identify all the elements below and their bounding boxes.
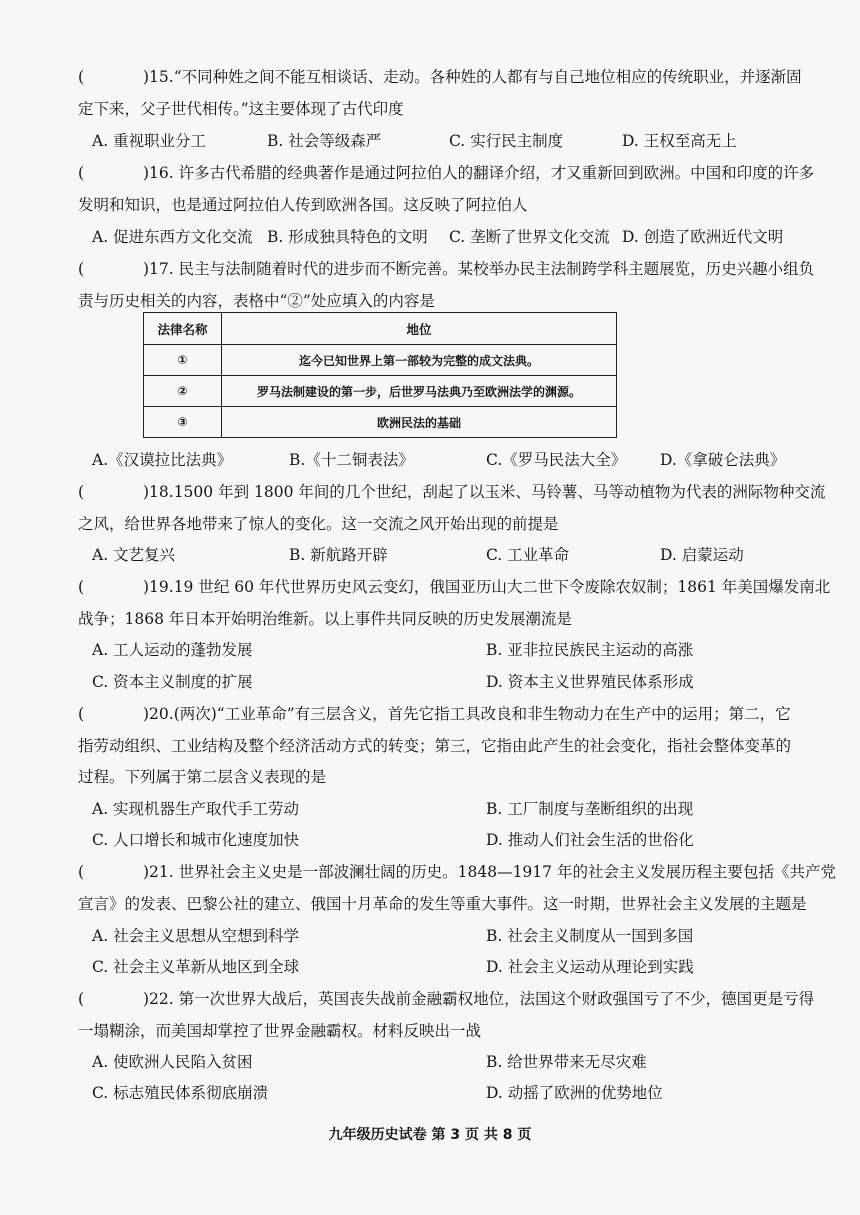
table-row — [144, 345, 617, 376]
question-21-line-1: ( )21. 世界社会主义史是一部波澜壮阔的历史。1848—1917 年的社会主义发展历程主要包括《共产党 — [78, 863, 836, 881]
question-20-line-2: 指劳动组织、工业结构及整个经济活动方式的转变；第三，它指由此产生的社会变化，指社会整体变革的 — [78, 737, 792, 755]
question-19-line-1: ( )19.19 世纪 60 年代世界历史风云变幻，俄国亚历山大二世下令废除农奴制；1861 年美国爆发南北 — [78, 578, 831, 596]
header-status: 地位 — [222, 313, 617, 345]
option-b[interactable]: B. 社会主义制度从一国到多国 — [486, 927, 694, 945]
option-b[interactable]: B. 形成独具特色的文明 — [267, 228, 428, 246]
table-row — [144, 407, 617, 438]
option-d[interactable]: D. 资本主义世界殖民体系形成 — [486, 673, 694, 691]
question-18-line-2: 之风，给世界各地带来了惊人的变化。这一交流之风开始出现的前提是 — [78, 515, 559, 533]
question-15-line-1: ( )15.“不同种姓之间不能互相谈话、走动。各种姓的人都有与自己地位相应的传统职业，并逐渐固 — [78, 68, 802, 86]
option-c[interactable]: C.《罗马民法大全》 — [486, 451, 627, 469]
option-b[interactable]: B. 新航路开辟 — [289, 546, 388, 564]
option-a[interactable]: A.《汉谟拉比法典》 — [92, 451, 233, 469]
law-name-cell: ② — [144, 376, 222, 407]
question-21-line-2: 宣言》的发表、巴黎公社的建立、俄国十月革命的发生等重大事件。这一时期，世界社会主义发展的主题是 — [78, 895, 807, 913]
question-17-line-1: ( )17. 民主与法制随着时代的进步而不断完善。某校举办民主法制跨学科主题展览，历史兴趣小组负 — [78, 260, 815, 278]
option-b[interactable]: B.《十二铜表法》 — [289, 451, 414, 469]
page-footer: 九年级历史试卷 第 3 页 共 8 页 — [328, 1127, 532, 1143]
option-c[interactable]: C. 社会主义革新从地区到全球 — [92, 958, 300, 976]
option-c[interactable]: C. 标志殖民体系彻底崩溃 — [92, 1084, 269, 1102]
option-b[interactable]: B. 工厂制度与垄断组织的出现 — [486, 800, 694, 818]
option-c[interactable]: C. 工业革命 — [486, 546, 570, 564]
option-c[interactable]: C. 资本主义制度的扩展 — [92, 673, 253, 691]
question-19-line-2: 战争；1868 年日本开始明治维新。以上事件共同反映的历史发展潮流是 — [78, 610, 572, 628]
law-status-cell: 罗马法制建设的第一步，后世罗马法典乃至欧洲法学的渊源。 — [222, 376, 617, 407]
option-a[interactable]: A. 促进东西方文化交流 — [92, 228, 253, 246]
question-16-line-1: ( )16. 许多古代希腊的经典著作是通过阿拉伯人的翻译介绍，才又重新回到欧洲。中国和印度的许多 — [78, 164, 815, 182]
option-a[interactable]: A. 使欧洲人民陷入贫困 — [92, 1053, 253, 1071]
law-status-cell: 欧洲民法的基础 — [222, 407, 617, 438]
option-d[interactable]: D.《拿破仑法典》 — [660, 451, 786, 469]
header-law-name: 法律名称 — [144, 313, 222, 345]
option-d[interactable]: D. 社会主义运动从理论到实践 — [486, 958, 694, 976]
option-d[interactable]: D. 推动人们社会生活的世俗化 — [486, 831, 694, 849]
question-20-line-1: ( )20.(两次)“工业革命”有三层含义，首先它指工具改良和非生物动力在生产中的运用；第二，它 — [78, 705, 791, 723]
option-c[interactable]: C. 垄断了世界文化交流 — [449, 228, 610, 246]
option-a[interactable]: A. 工人运动的蓬勃发展 — [92, 641, 253, 659]
question-22-line-2: 一塌糊涂，而美国却掌控了世界金融霸权。材料反映出一战 — [78, 1022, 482, 1040]
law-status-cell: 迄今已知世界上第一部较为完整的成文法典。 — [222, 345, 617, 376]
option-a[interactable]: A. 文艺复兴 — [92, 546, 176, 564]
option-d[interactable]: D. 王权至高无上 — [622, 132, 737, 150]
question-15-line-2: 定下来，父子世代相传。”这主要体现了古代印度 — [78, 100, 404, 118]
option-d[interactable]: D. 启蒙运动 — [660, 546, 744, 564]
question-22-line-1: ( )22. 第一次世界大战后，英国丧失战前金融霸权地位，法国这个财政强国亏了不少，德国更是亏得 — [78, 990, 815, 1008]
question-18-line-1: ( )18.1500 年到 1800 年间的几个世纪，刮起了以玉米、马铃薯、马等动植物为代表的洲际物种交流 — [78, 483, 826, 501]
option-a[interactable]: A. 重视职业分工 — [92, 132, 207, 150]
question-17-line-2: 责与历史相关的内容，表格中“②”处应填入的内容是 — [78, 292, 435, 310]
law-name-cell: ① — [144, 345, 222, 376]
law-table — [143, 312, 617, 438]
law-table-header-row — [144, 313, 617, 345]
question-20-line-3: 过程。下列属于第二层含义表现的是 — [78, 768, 327, 786]
option-c[interactable]: C. 实行民主制度 — [449, 132, 564, 150]
table-row — [144, 376, 617, 407]
option-a[interactable]: A. 社会主义思想从空想到科学 — [92, 927, 300, 945]
option-b[interactable]: B. 亚非拉民族民主运动的高涨 — [486, 641, 694, 659]
law-name-cell: ③ — [144, 407, 222, 438]
option-b[interactable]: B. 社会等级森严 — [267, 132, 382, 150]
option-d[interactable]: D. 动摇了欧洲的优势地位 — [486, 1084, 663, 1102]
option-a[interactable]: A. 实现机器生产取代手工劳动 — [92, 800, 300, 818]
question-16-line-2: 发明和知识，也是通过阿拉伯人传到欧洲各国。这反映了阿拉伯人 — [78, 196, 528, 214]
option-b[interactable]: B. 给世界带来无尽灾难 — [486, 1053, 647, 1071]
option-c[interactable]: C. 人口增长和城市化速度加快 — [92, 831, 300, 849]
option-d[interactable]: D. 创造了欧洲近代文明 — [622, 228, 784, 246]
